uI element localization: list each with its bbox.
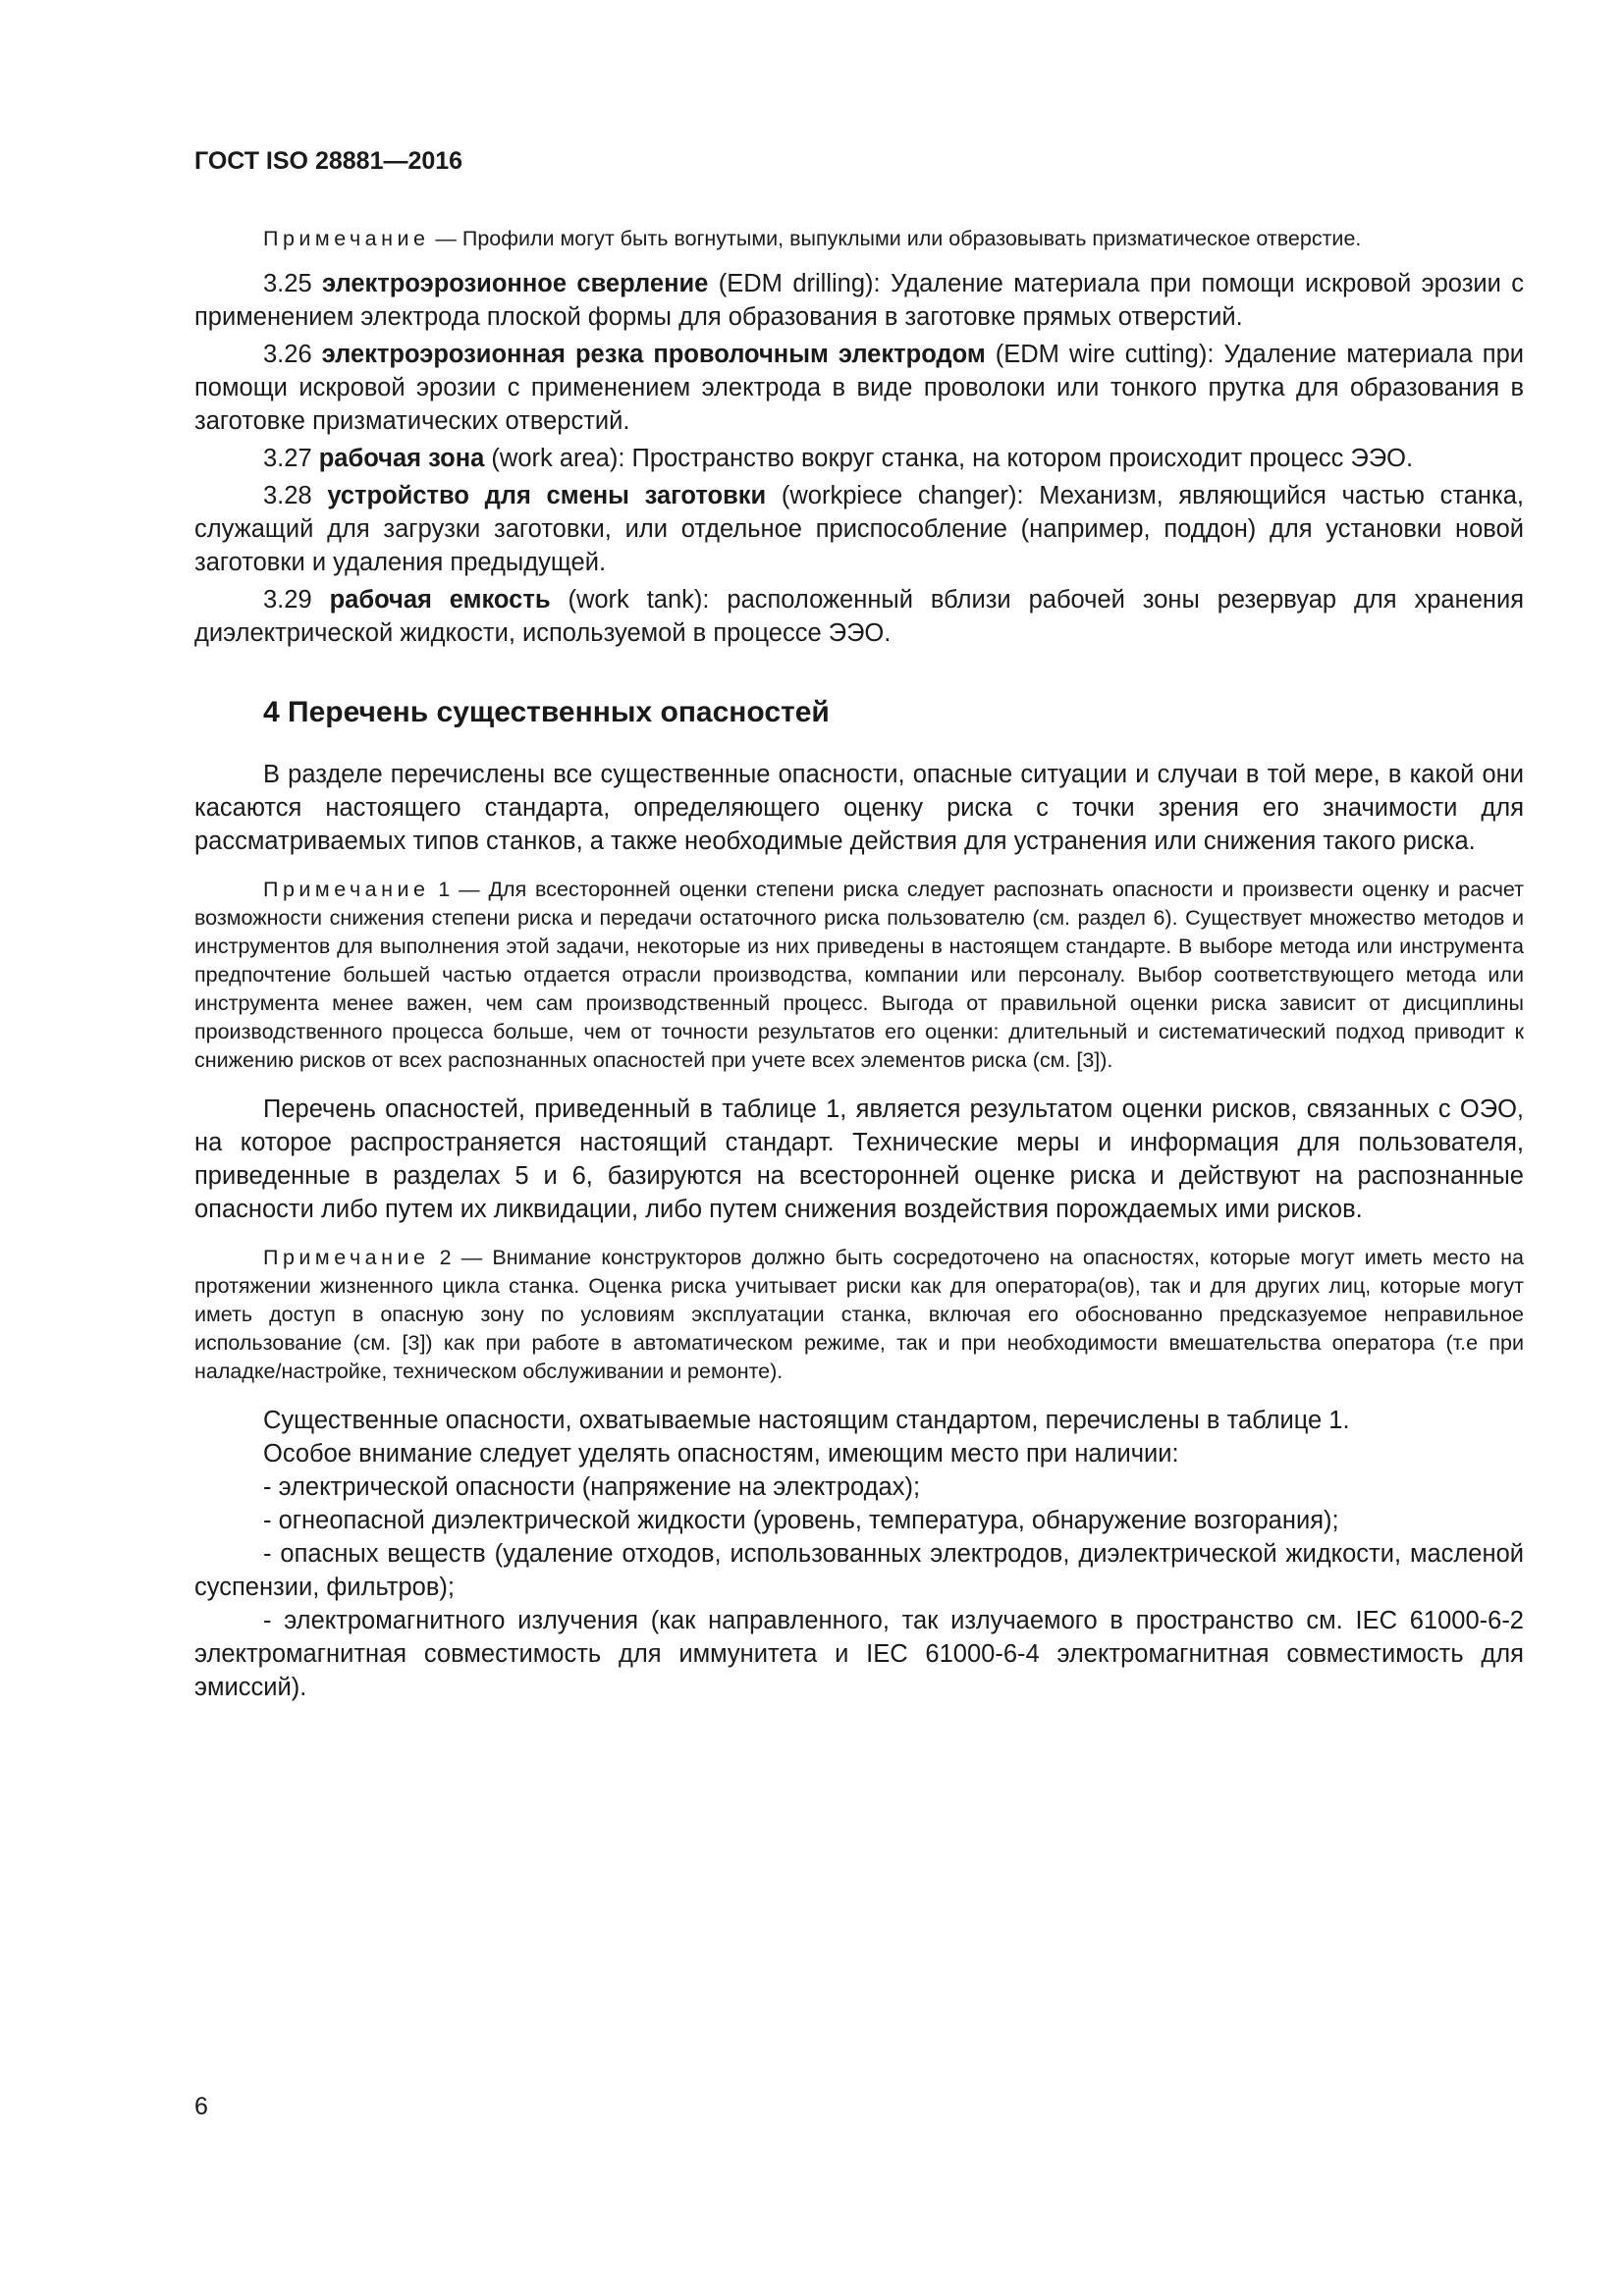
definition-3-29	[194, 583, 1524, 650]
page-number: 6	[194, 2093, 208, 2120]
definition-number: 3.25	[263, 270, 323, 297]
definition-number: 3.26	[263, 341, 322, 368]
note-1	[194, 876, 1524, 1075]
note-2	[194, 1244, 1524, 1386]
section-4-paragraph-1: В разделе перечислены все существенные опасности, опасные ситуации и случаи в той мере, в какой они касаются настоящего стандарта, определяющего оценку риска с точки зрения его значимости для рассматриваемых типов станков, а также необходимые действия для устранения или снижения такого риска.	[194, 761, 1524, 855]
note-label: Примечание	[263, 1246, 430, 1269]
definition-term: рабочая зона	[318, 445, 485, 472]
definition-3-28	[194, 479, 1524, 579]
document-header: ГОСТ ISO 28881—2016	[194, 147, 463, 175]
definition-term: рабочая емкость	[329, 586, 551, 614]
definition-text: (work area): Пространство вокруг станка, на котором происходит процесс ЭЭО.	[484, 445, 1414, 472]
definition-text: (EDM wire cutting): Удаление материала при помощи искровой эрозии с применением электрода в виде проволоки или тонкого прутка для образования в заготовке призматических отверстий.	[194, 341, 1524, 435]
list-item-electrical: - электрической опасности (напряжение на электродах);	[263, 1473, 921, 1501]
note-text: — Профили могут быть вогнутыми, выпуклыми или образовывать призматическое отверстие.	[429, 227, 1362, 250]
list-item-hazardous-substances: - опасных веществ (удаление отходов, использованных электродов, диэлектрической жидкости, масленой суспензии, фильтров);	[194, 1540, 1524, 1601]
definition-term: устройство для смены заготовки	[327, 482, 767, 509]
definition-3-27	[194, 442, 1524, 475]
section-4-heading: 4 Перечень существенных опасностей	[263, 696, 830, 728]
definition-number: 3.29	[263, 586, 330, 614]
list-item-electromagnetic: - электромагнитного излучения (как направленного, так излучаемого в пространство см. IEC 61000-6-2 электромагнитная совместимость для иммунитета и IEC 61000-6-4 электромагнитная совместимость для эмиссий).	[194, 1607, 1524, 1701]
definition-term: электроэрозионная резка проволочным электродом	[321, 341, 986, 368]
definition-number: 3.28	[263, 482, 328, 509]
definition-term: электроэрозионное сверление	[322, 270, 709, 297]
note-label: Примечание	[263, 227, 430, 250]
definition-text: (workpiece changer): Механизм, являющийся частью станка, служащий для загрузки заготовки, или отдельное приспособление (например, поддон) для установки новой заготовки и удаления предыдущей.	[194, 482, 1524, 576]
definition-text: (work tank): расположенный вблизи рабочей зоны резервуар для хранения диэлектрической жидкости, используемой в процессе ЭЭО.	[194, 586, 1525, 647]
section-4-paragraph-4: Особое внимание следует уделять опасностям, имеющим место при наличии:	[263, 1440, 1179, 1468]
definition-text: (EDM drilling): Удаление материала при помощи искровой эрозии с применением электрода плоской формы для образования в заготовке прямых отверстий.	[194, 270, 1525, 331]
note-text: 2 — Внимание конструкторов должно быть сосредоточено на опасностях, которые могут иметь место на протяжении жизненного цикла станка. Оценка риска учитывает риски как для оператора(ов), так и для других лиц, которые могут иметь доступ в опасную зону по условиям эксплуатации станка, включая его обоснованно предсказуемое неправильное использование (см. [3]) как при работе в автоматическом режиме, так и при необходимости вмешательства оператора (т.е при наладке/настройке, техническом обслуживании и ремонте).	[194, 1246, 1524, 1383]
list-item-fire: - огнеопасной диэлектрической жидкости (уровень, температура, обнаружение возгорания);	[263, 1507, 1339, 1534]
definition-number: 3.27	[263, 445, 319, 472]
section-4-paragraph-2: Перечень опасностей, приведенный в таблице 1, является результатом оценки рисков, связанных с ОЭО, на которое распространяется настоящий стандарт. Технические меры и информация для пользователя, приведенные в разделах 5 и 6, базируются на всесторонней оценке риска и действуют на распознанные опасности либо путем их ликвидации, либо путем снижения воздействия порождаемых ими рисков.	[194, 1095, 1524, 1223]
section-4-paragraph-3: Существенные опасности, охватываемые настоящим стандартом, перечислены в таблице 1.	[263, 1407, 1350, 1434]
note-profiles	[194, 225, 1524, 253]
definition-3-26	[194, 338, 1524, 438]
definition-3-25	[194, 267, 1524, 334]
note-label: Примечание	[263, 878, 430, 901]
note-text: 1 — Для всесторонней оценки степени риска следует распознать опасности и произвести оценку и расчет возможности снижения степени риска и передачи остаточного риска пользователю (см. раздел 6). Существует множество методов и инструментов для выполнения этой задачи, некоторые из них приведены в настоящем стандарте. В выборе метода или инструмента предпочтение большей частью отдается отрасли производства, компании или персоналу. Выбор соответствующего метода или инструмента менее важен, чем сам производственный процесс. Выгода от правильной оценки риска зависит от дисциплины производственного процесса больше, чем от точности результатов его оценки: длительный и систематический подход приводит к снижению рисков от всех распознанных опасностей при учете всех элементов риска (см. [3]).	[194, 878, 1524, 1072]
